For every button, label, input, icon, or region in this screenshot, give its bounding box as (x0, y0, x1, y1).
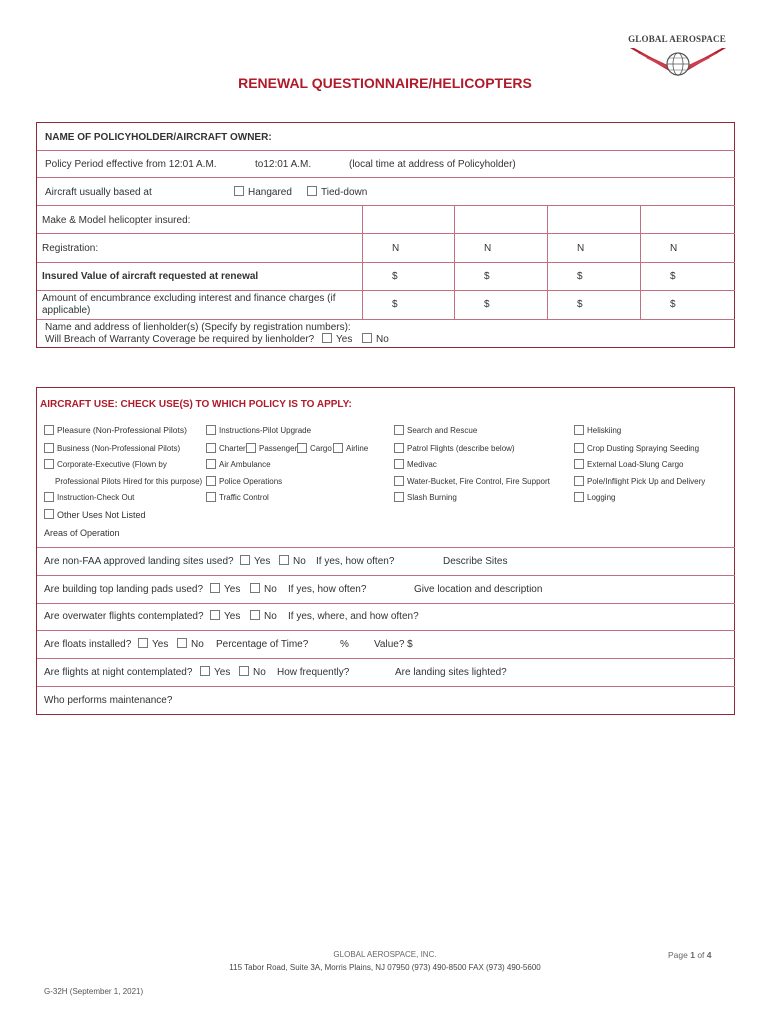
instruction-checkout-label: Instruction-Check Out (57, 493, 135, 502)
q1-yes-checkbox[interactable] (240, 555, 250, 565)
q5-yes-checkbox[interactable] (200, 666, 210, 676)
insured-value-3: $ (577, 271, 583, 282)
traffic-control-label: Traffic Control (219, 493, 269, 502)
q2-describe-label: Give location and description (414, 584, 543, 595)
breach-no-checkbox[interactable] (362, 333, 372, 343)
business-label: Business (Non-Professional Pilots) (57, 444, 181, 453)
breach-yes-checkbox[interactable] (322, 333, 332, 343)
q5-no-checkbox[interactable] (239, 666, 249, 676)
q6-label: Who performs maintenance? (44, 695, 173, 706)
insured-value-label: Insured Value of aircraft requested at renewal (42, 271, 259, 282)
q3-no-label: No (264, 611, 277, 622)
pole-pickup-label: Pole/Inflight Pick Up and Delivery (587, 477, 706, 486)
q5-frequency-label: How frequently? (277, 667, 350, 678)
slash-burning-label: Slash Burning (407, 493, 457, 502)
logo-text: GLOBAL AEROSPACE (628, 34, 726, 44)
medivac-label: Medivac (407, 460, 437, 469)
q1-how-label: If yes, how often? (316, 556, 395, 567)
q3-how-label: If yes, where, and how often? (288, 611, 419, 622)
corporate-label: Corporate-Executive (Flown by (57, 460, 167, 469)
q2-label: Are building top landing pads used? (44, 584, 204, 595)
breach-no-label: No (376, 334, 389, 345)
crop-dusting-checkbox[interactable] (574, 443, 584, 453)
traffic-control-checkbox[interactable] (206, 492, 216, 502)
registration-n-3: N (577, 243, 585, 254)
cargo-checkbox[interactable] (297, 443, 307, 453)
q3-yes-checkbox[interactable] (210, 610, 220, 620)
insured-value-2: $ (484, 271, 490, 282)
registration-n-1: N (392, 243, 400, 254)
insured-value-4: $ (670, 271, 676, 282)
insured-value-1: $ (392, 271, 398, 282)
police-ops-label: Police Operations (219, 477, 283, 486)
heliskiing-label: Heliskiing (587, 426, 622, 435)
q3-yes-label: Yes (224, 611, 241, 622)
based-at-label: Aircraft usually based at (45, 187, 152, 198)
policy-period-note: (local time at address of Policyholder) (349, 159, 516, 170)
police-ops-checkbox[interactable] (206, 476, 216, 486)
instructions-upgrade-checkbox[interactable] (206, 425, 216, 435)
airline-checkbox[interactable] (333, 443, 343, 453)
q1-no-label: No (293, 556, 306, 567)
search-rescue-label: Search and Rescue (407, 426, 478, 435)
q4-value-label: Value? $ (374, 639, 413, 650)
aircraft-use-heading: AIRCRAFT USE: CHECK USE(S) TO WHICH POLICY IS TO APPLY: (40, 399, 352, 410)
corporate-checkbox[interactable] (44, 459, 54, 469)
q4-percentage-label: Percentage of Time? (216, 639, 309, 650)
footer-company: GLOBAL AEROSPACE, INC. (333, 950, 437, 959)
registration-label: Registration: (42, 243, 99, 254)
instruction-checkout-checkbox[interactable] (44, 492, 54, 502)
q5-no-label: No (253, 667, 266, 678)
q2-no-label: No (264, 584, 277, 595)
page-number: 1 (690, 950, 695, 960)
areas-label: Areas of Operation (44, 528, 120, 538)
q5-yes-label: Yes (214, 667, 231, 678)
q4-yes-checkbox[interactable] (138, 638, 148, 648)
external-load-checkbox[interactable] (574, 459, 584, 469)
q4-yes-label: Yes (152, 639, 169, 650)
q5-lighted-label: Are landing sites lighted? (395, 667, 507, 678)
patrol-label: Patrol Flights (describe below) (407, 444, 515, 453)
logging-label: Logging (587, 493, 616, 502)
q1-yes-label: Yes (254, 556, 271, 567)
tied-down-label: Tied-down (321, 187, 368, 198)
q1-describe-label: Describe Sites (443, 556, 508, 567)
breach-label: Will Breach of Warranty Coverage be required by lienholder? (45, 334, 315, 345)
page-prefix: Page (668, 950, 691, 960)
tied-down-checkbox[interactable] (307, 186, 317, 196)
page-indicator (668, 950, 712, 960)
water-bucket-checkbox[interactable] (394, 476, 404, 486)
page-of: of (694, 950, 707, 960)
pleasure-label: Pleasure (Non-Professional Pilots) (57, 425, 187, 435)
q4-no-checkbox[interactable] (177, 638, 187, 648)
q3-no-checkbox[interactable] (250, 610, 260, 620)
make-model-label: Make & Model helicopter insured: (42, 215, 191, 226)
airline-label: Airline (346, 444, 369, 453)
logging-checkbox[interactable] (574, 492, 584, 502)
slash-burning-checkbox[interactable] (394, 492, 404, 502)
pleasure-checkbox[interactable] (44, 425, 54, 435)
registration-n-4: N (670, 243, 678, 254)
passenger-checkbox[interactable] (246, 443, 256, 453)
page-total: 4 (706, 950, 712, 960)
q5-label: Are flights at night contemplated? (44, 667, 193, 678)
medivac-checkbox[interactable] (394, 459, 404, 469)
breach-yes-label: Yes (336, 334, 353, 345)
footer-address: 115 Tabor Road, Suite 3A, Morris Plains, NJ 07950 (973) 490-8500 FAX (973) 490-5600 (229, 963, 541, 972)
charter-checkbox[interactable] (206, 443, 216, 453)
air-ambulance-checkbox[interactable] (206, 459, 216, 469)
q3-label: Are overwater flights contemplated? (44, 611, 204, 622)
q4-no-label: No (191, 639, 204, 650)
cargo-label: Cargo (310, 444, 332, 453)
q4-label: Are floats installed? (44, 639, 132, 650)
search-rescue-checkbox[interactable] (394, 425, 404, 435)
page-title: RENEWAL QUESTIONNAIRE/HELICOPTERS (238, 75, 532, 91)
q2-no-checkbox[interactable] (250, 583, 260, 593)
encumbrance-label: Amount of encumbrance excluding interest and finance charges (if applicable) (42, 293, 336, 316)
encumbrance-value-1: $ (392, 299, 398, 310)
water-bucket-label: Water-Bucket, Fire Control, Fire Support (407, 477, 550, 486)
crop-dusting-label: Crop Dusting Spraying Seeding (587, 444, 700, 453)
q4-percent-sign: % (340, 639, 349, 650)
corporate-label-cont: Professional Pilots Hired for this purpose) (55, 477, 203, 486)
external-load-label: External Load-Slung Cargo (587, 460, 684, 469)
owner-name-label: NAME OF POLICYHOLDER/AIRCRAFT OWNER: (45, 132, 272, 143)
other-uses-label: Other Uses Not Listed (57, 510, 146, 520)
aircraft-use-section (36, 387, 735, 715)
business-checkbox[interactable] (44, 443, 54, 453)
form-number: G-32H (September 1, 2021) (44, 987, 144, 996)
policy-period-label: Policy Period effective from 12:01 A.M. (45, 159, 217, 170)
q2-yes-label: Yes (224, 584, 241, 595)
q1-no-checkbox[interactable] (279, 555, 289, 565)
instructions-upgrade-label: Instructions-Pilot Upgrade (219, 426, 312, 435)
air-ambulance-label: Air Ambulance (219, 460, 271, 469)
pole-pickup-checkbox[interactable] (574, 476, 584, 486)
q2-how-label: If yes, how often? (288, 584, 367, 595)
lienholder-label: Name and address of lienholder(s) (Specify by registration numbers): (45, 322, 351, 333)
encumbrance-value-4: $ (670, 299, 676, 310)
passenger-label: Passenger (259, 444, 298, 453)
other-uses-checkbox[interactable] (44, 509, 54, 519)
encumbrance-value-2: $ (484, 299, 490, 310)
q1-label: Are non-FAA approved landing sites used? (44, 556, 234, 567)
patrol-checkbox[interactable] (394, 443, 404, 453)
charter-label: Charter (219, 444, 246, 453)
encumbrance-value-3: $ (577, 299, 583, 310)
owner-section (36, 122, 735, 348)
hangared-checkbox[interactable] (234, 186, 244, 196)
q2-yes-checkbox[interactable] (210, 583, 220, 593)
policy-period-to: to12:01 A.M. (255, 159, 312, 170)
registration-n-2: N (484, 243, 492, 254)
hangared-label: Hangared (248, 187, 292, 198)
heliskiing-checkbox[interactable] (574, 425, 584, 435)
